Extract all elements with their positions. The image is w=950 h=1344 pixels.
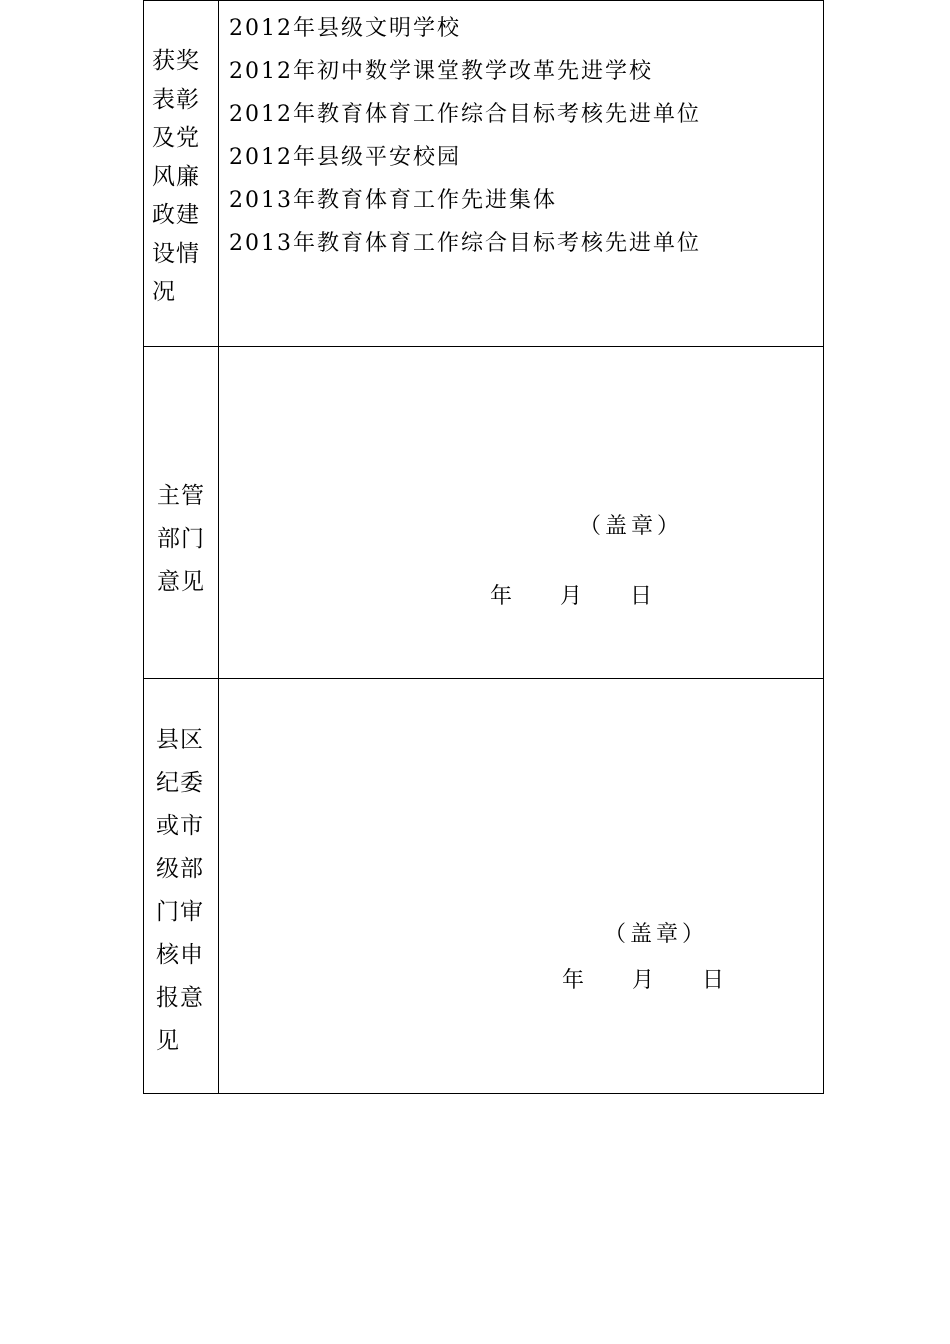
date-year: 年 [490,584,513,609]
review-label: 县区纪委或市级部门审核申报意见 [156,727,204,1054]
review-label-cell [144,679,219,1093]
supervisor-label: 主管部门意见 [157,483,205,595]
awards-label: 获奖表彰及党风廉政建设情况 [152,48,200,305]
date-day: 日 [630,584,653,609]
seal-placeholder: （盖章） [579,514,684,539]
date-month: 月 [560,584,583,609]
seal-placeholder: （盖章） [604,922,709,947]
award-item: 2012年县级文明学校 [229,16,461,41]
date-day: 日 [702,968,725,993]
supervisor-opinion-row [144,347,823,679]
review-content-cell [219,679,823,1093]
date-year: 年 [562,968,585,993]
review-opinion-row [144,679,823,1093]
supervisor-content-cell [219,347,823,678]
supervisor-label-cell [144,347,219,678]
award-item: 2012年初中数学课堂教学改革先进学校 [229,59,653,84]
award-item: 2013年教育体育工作先进集体 [229,188,557,213]
awards-row [144,1,823,347]
awards-label-cell [144,1,219,346]
award-item: 2012年县级平安校园 [229,145,461,170]
date-line [562,963,724,994]
awards-content-cell [219,1,823,346]
award-list [229,7,701,265]
date-month: 月 [632,968,655,993]
date-line [490,579,652,610]
award-item: 2012年教育体育工作综合目标考核先进单位 [229,102,701,127]
recommendation-form-table [143,0,824,1094]
award-item: 2013年教育体育工作综合目标考核先进单位 [229,231,701,256]
